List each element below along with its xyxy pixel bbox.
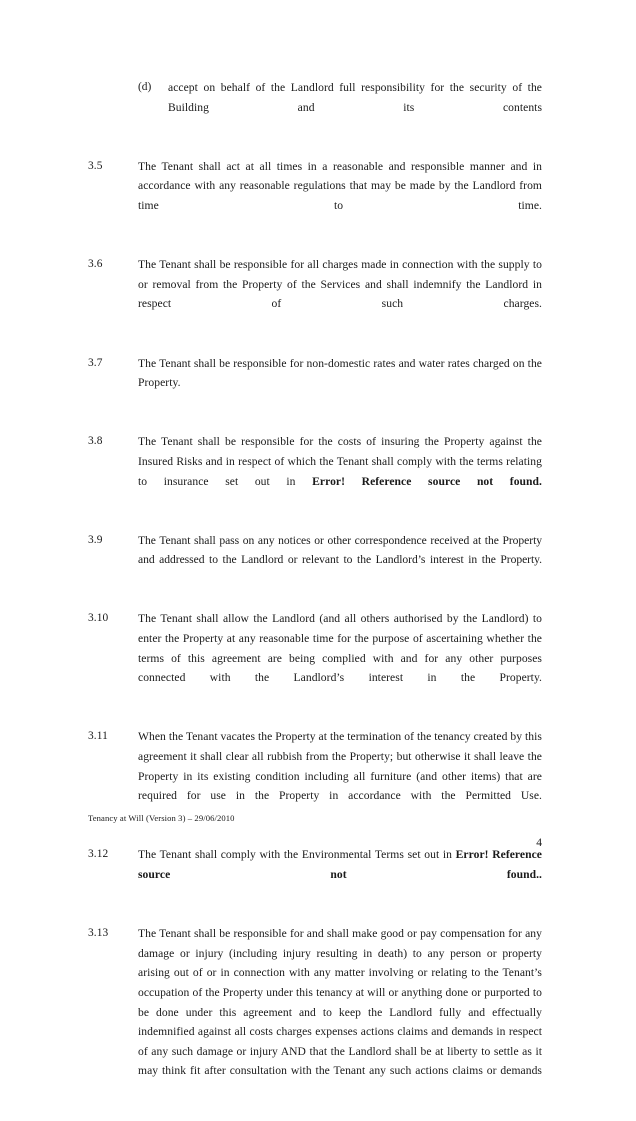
clause-3-13 <box>88 924 542 1100</box>
clause-number: 3.10 <box>88 612 109 625</box>
clause-number: 3.13 <box>88 927 109 940</box>
clause-3-8 <box>88 432 542 510</box>
error-reference-field: Error! Reference source not found. <box>138 848 543 881</box>
clause-text-before: The Tenant shall comply with the Environmental Terms set out in <box>138 848 456 862</box>
clause-text-before: The Tenant shall be responsible for the costs of insuring the Property against the Insured Risks and in respect of which the Tenant shall comply with the terms relating to insurance set out in <box>138 435 542 488</box>
list-item-d <box>138 78 542 137</box>
clause-text: The Tenant shall pass on any notices or other correspondence received at the Property and addressed to the Landlord or relevant to the Landlord’s interest in the Property. <box>138 533 542 567</box>
error-reference-field: Error! Reference source not found. <box>312 474 542 488</box>
clause-3-10 <box>88 609 542 707</box>
clause-3-7 <box>88 354 542 413</box>
clause-number: 3.8 <box>88 435 103 448</box>
list-item-marker: (d) <box>138 81 152 93</box>
clause-text <box>138 432 542 510</box>
list-item-text: accept on behalf of the Landlord full responsibility for the security of the Building and its contents <box>168 81 542 114</box>
page-number: 4 <box>536 836 542 849</box>
clause-text: The Tenant shall act at all times in a reasonable and responsible manner and in accordance with any reasonable regulations that may be made by the Landlord from time to time. <box>138 159 542 212</box>
footer-document-reference: Tenancy at Will (Version 3) – 29/06/2010 <box>88 813 235 823</box>
clause-3-11 <box>88 727 542 825</box>
clause-text: The Tenant shall be responsible for all charges made in connection with the supply to or removal from the Property of the Services and shall indemnify the Landlord in respect of such charges. <box>138 258 542 311</box>
clause-3-9 <box>88 531 542 590</box>
clause-number: 3.6 <box>88 258 103 271</box>
clause-3-6 <box>88 255 542 333</box>
clause-text <box>138 845 542 904</box>
clause-number: 3.12 <box>88 848 109 861</box>
clause-3-12 <box>88 845 542 904</box>
clause-text-after: . <box>539 868 542 881</box>
clause-3-5 <box>88 157 542 235</box>
clause-number: 3.7 <box>88 356 103 369</box>
clause-text: The Tenant shall be responsible for non-domestic rates and water rates charged on the Property. <box>138 356 542 390</box>
clause-text: The Tenant shall be responsible for and shall make good or pay compensation for any damage or injury (including injury resulting in death) to any person or property arising out of or in connection with any matter involving or relating to the Tenant’s occupation of the Property under this tenancy at will or anything done or purported to be done under this agreement and to keep the Landlord fully and effectually indemnified against all costs charges expenses actions claims and demands in respect of any such damage or injury AND that the Landlord shall be at liberty to settle as it may think fit after consultation with the Tenant any such actions claims or demands <box>138 927 542 1078</box>
clause-number: 3.11 <box>88 730 108 743</box>
clause-number: 3.5 <box>88 159 103 172</box>
clause-text: When the Tenant vacates the Property at the termination of the tenancy created by this agreement it shall clear all rubbish from the Property; but otherwise it shall leave the Property in its existing condition including all furniture (and other items) that are required for use in the Property in accordance with the Permitted Use. <box>138 730 542 803</box>
clause-text: The Tenant shall allow the Landlord (and all others authorised by the Landlord) to enter the Property at any reasonable time for the purpose of ascertaining whether the terms of this agreement are being complied with and for any other purposes connected with the Landlord’s interest in the Property. <box>138 612 542 685</box>
document-body <box>88 78 542 1121</box>
clause-number: 3.9 <box>88 533 103 546</box>
